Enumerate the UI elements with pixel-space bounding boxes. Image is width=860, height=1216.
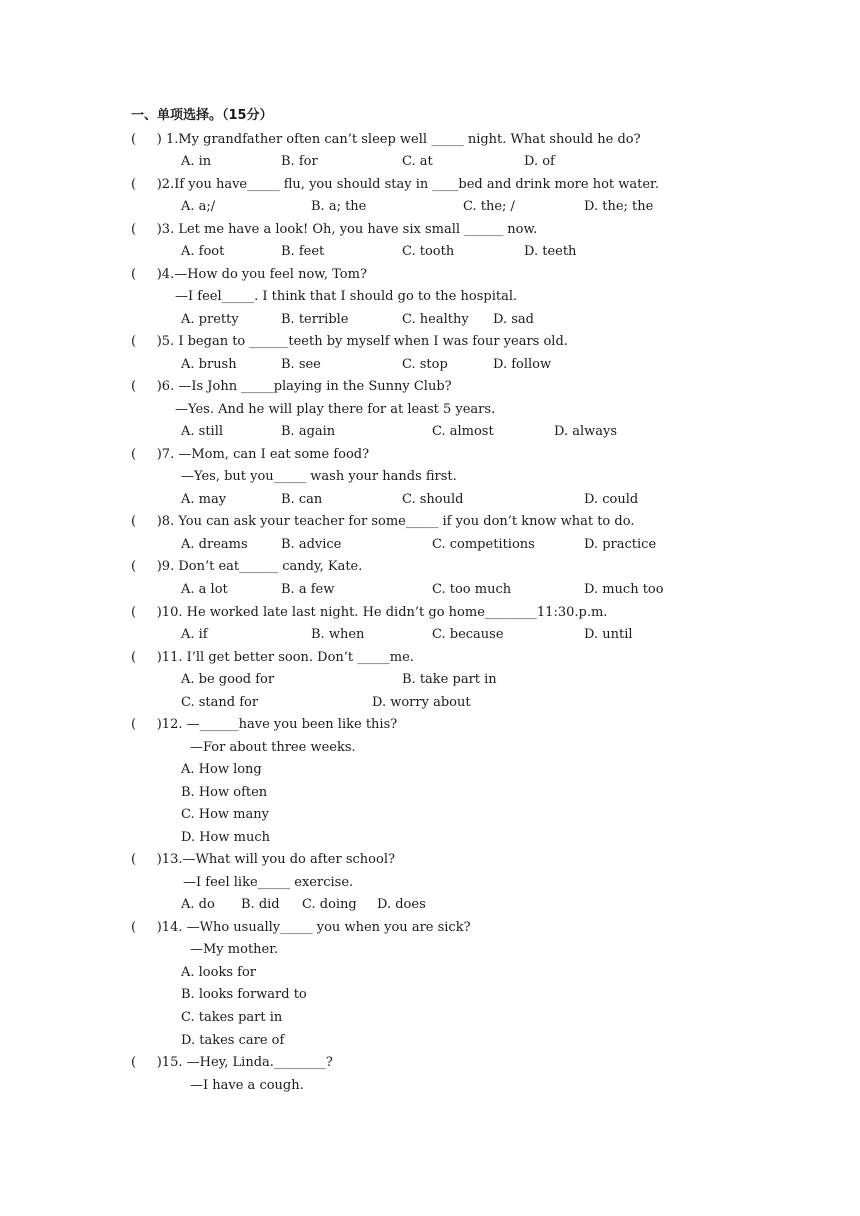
question-14-option-c: C. takes part in — [181, 1010, 283, 1025]
question-5-option-a: A. brush — [181, 357, 237, 372]
question-15-stem: ( )15. —Hey, Linda.________? — [131, 1055, 333, 1070]
question-12-reply: —For about three weeks. — [190, 740, 356, 755]
question-1-option-c: C. at — [402, 154, 433, 169]
question-7-stem: ( )7. —Mom, can I eat some food? — [131, 447, 370, 462]
question-8-option-c: C. competitions — [432, 537, 535, 552]
section-title: 一、单项选择。（15分） — [131, 108, 273, 123]
question-14-option-b: B. looks forward to — [181, 987, 307, 1002]
question-4-option-c: C. healthy — [402, 312, 469, 327]
question-12-option-d: D. How much — [181, 830, 271, 845]
question-14-reply: —My mother. — [190, 942, 279, 957]
question-13-stem: ( )13.—What will you do after school? — [131, 852, 395, 867]
question-3-option-d: D. teeth — [524, 244, 577, 259]
question-12-option-b: B. How often — [181, 785, 268, 800]
question-2-stem: ( )2.If you have_____ flu, you should stay in ____bed and drink more hot water. — [131, 177, 659, 192]
question-9-option-b: B. a few — [281, 582, 335, 597]
question-13-option-b: B. did — [241, 897, 280, 912]
question-14-option-a: A. looks for — [181, 965, 256, 980]
question-10-option-b: B. when — [311, 627, 365, 642]
question-3-option-c: C. tooth — [402, 244, 455, 259]
question-7-reply: —Yes, but you_____ wash your hands first. — [181, 469, 457, 484]
question-10-option-d: D. until — [584, 627, 633, 642]
question-3-option-b: B. feet — [281, 244, 325, 259]
question-11-option-d: D. worry about — [372, 695, 471, 710]
question-2-option-c: C. the; / — [463, 199, 515, 214]
question-5-option-b: B. see — [281, 357, 321, 372]
question-1-stem: ( ) 1.My grandfather often can’t sleep well _____ night. What should he do? — [131, 132, 641, 147]
question-9-option-a: A. a lot — [181, 582, 228, 597]
question-12-option-c: C. How many — [181, 807, 269, 822]
question-1-option-a: A. in — [181, 154, 212, 169]
question-10-option-a: A. if — [181, 627, 208, 642]
question-8-stem: ( )8. You can ask your teacher for some_____ if you don’t know what to do. — [131, 514, 635, 529]
question-6-option-a: A. still — [181, 424, 224, 439]
question-11-stem: ( )11. I’ll get better soon. Don’t _____me. — [131, 650, 414, 665]
question-14-stem: ( )14. —Who usually_____ you when you are sick? — [131, 920, 471, 935]
question-9-option-d: D. much too — [584, 582, 664, 597]
question-8-option-d: D. practice — [584, 537, 657, 552]
question-6-option-d: D. always — [554, 424, 618, 439]
question-12-option-a: A. How long — [181, 762, 262, 777]
question-13-option-d: D. does — [377, 897, 426, 912]
question-4-option-a: A. pretty — [181, 312, 239, 327]
question-11-option-c: C. stand for — [181, 695, 259, 710]
question-9-stem: ( )9. Don’t eat______ candy, Kate. — [131, 559, 363, 574]
question-4-reply: —I feel_____. I think that I should go to the hospital. — [175, 289, 518, 304]
question-4-option-d: D. sad — [493, 312, 534, 327]
question-6-option-c: C. almost — [432, 424, 494, 439]
question-4-stem: ( )4.—How do you feel now, Tom? — [131, 267, 367, 282]
question-11-option-b: B. take part in — [402, 672, 497, 687]
question-12-stem: ( )12. —______have you been like this? — [131, 717, 398, 732]
question-13-option-a: A. do — [181, 897, 215, 912]
question-3-option-a: A. foot — [181, 244, 225, 259]
question-5-stem: ( )5. I began to ______teeth by myself when I was four years old. — [131, 334, 568, 349]
question-2-option-d: D. the; the — [584, 199, 654, 214]
question-8-option-a: A. dreams — [181, 537, 248, 552]
question-9-option-c: C. too much — [432, 582, 512, 597]
question-5-option-d: D. follow — [493, 357, 552, 372]
question-6-reply: —Yes. And he will play there for at least 5 years. — [175, 402, 496, 417]
question-3-stem: ( )3. Let me have a look! Oh, you have six small ______ now. — [131, 222, 538, 237]
question-13-option-c: C. doing — [302, 897, 357, 912]
question-11-option-a: A. be good for — [181, 672, 275, 687]
question-2-option-b: B. a; the — [311, 199, 367, 214]
question-10-stem: ( )10. He worked late last night. He didn’t go home________11:30.p.m. — [131, 605, 608, 620]
question-10-option-c: C. because — [432, 627, 504, 642]
question-7-option-b: B. can — [281, 492, 323, 507]
question-13-reply: —I feel like_____ exercise. — [183, 875, 354, 890]
question-7-option-c: C. should — [402, 492, 464, 507]
question-1-option-b: B. for — [281, 154, 318, 169]
question-14-option-d: D. takes care of — [181, 1033, 285, 1048]
question-4-option-b: B. terrible — [281, 312, 349, 327]
question-8-option-b: B. advice — [281, 537, 342, 552]
question-7-option-d: D. could — [584, 492, 639, 507]
question-15-reply: —I have a cough. — [190, 1078, 304, 1093]
question-5-option-c: C. stop — [402, 357, 448, 372]
question-7-option-a: A. may — [181, 492, 227, 507]
question-2-option-a: A. a;/ — [181, 199, 216, 214]
question-6-option-b: B. again — [281, 424, 336, 439]
question-6-stem: ( )6. —Is John _____playing in the Sunny Club? — [131, 379, 452, 394]
question-1-option-d: D. of — [524, 154, 555, 169]
